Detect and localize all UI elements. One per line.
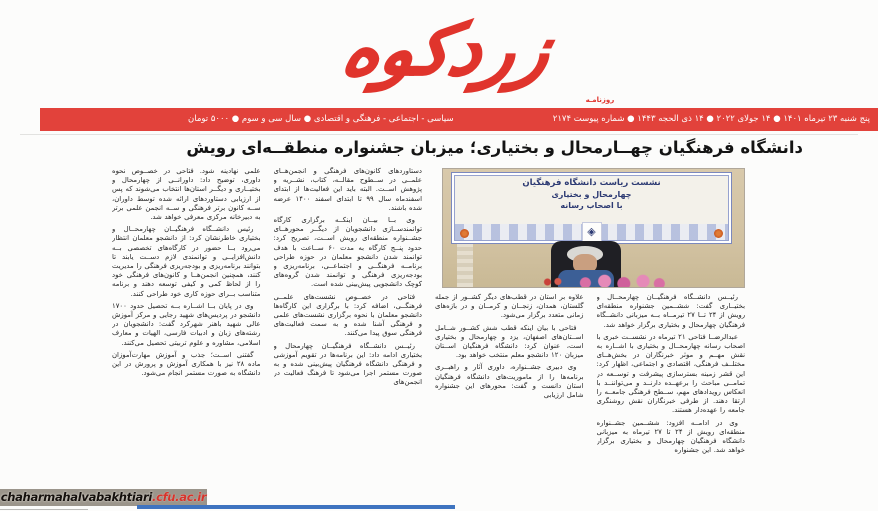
banner-line-1: نشست ریاست دانشگاه فرهنگیان	[522, 178, 661, 188]
banner-line-3: با اصحاب رسانه	[560, 201, 623, 210]
date-line: پنج شنبه ۲۳ تیرماه ۱۴۰۱ ● ۱۴ جولای ۲۰۲۲ ● ۱۴ ذی الحجه ۱۴۴۳ ● شماره پیوست ۲۱۷۴	[552, 114, 870, 124]
paragraph: وی دبیری جشــنواره، داوری آثار و راهبــری برنامه‌ها را از ماموریت‌های دانشگاه فرهنگیان استان دانست و گفت: محورهای این جشنواره شامل ارزیابی	[435, 363, 584, 400]
article-column-4	[112, 167, 261, 511]
paragraph: علمی نهادینه شود. فتاحی در خصــوص نحوه داوری، توضیح داد: داورانــی از چهارمحال و بختیــاری و دیگــر استان‌ها انتخاب می‌شوند که پس از ارزیابی دستاوردهای ارائه شده توسط داوران، ســه کانون برتر فرهنگی و ســه انجمن علمی برتر به دبیرخانه مرکزی معرفی خواهد شد.	[112, 167, 261, 222]
newspaper-logo: زردکوه	[335, 9, 559, 91]
paragraph: دستاوردهای کانون‌های فرهنگی و انجمن‌هــای علمــی در ســطوح مقالــه، کتاب، نشــریه و پژوهش اســت. البته باید این فعالیت‌ها از ابتدای اسفندماه سال ۹۹ تا ابتدای اسفند ۱۴۰۰ عرضه شده باشند.	[273, 167, 422, 212]
bottom-gray-rule	[0, 509, 88, 510]
paragraph: وی در ادامــه افزود: ششــمین جشــنواره منطقه‌ای رویش از ۲۴ تا ۲۷ تیرماه به میزبانی دانشگاه فرهنگیان چهارمحال و بختیاری برگزار خواهد شد. این جشنواره	[596, 418, 745, 455]
farhangian-university-emblem-icon: ◈	[582, 222, 602, 242]
website-url	[0, 489, 207, 506]
paragraph: علاوه بر استان در قطب‌های دیگر کشــور از جمله گلستان، همدان، زنجــان و کرمــان و در بازه‌های زمانی متعدد برگزار می‌شود.	[435, 293, 584, 320]
meeting-photo	[442, 168, 745, 288]
paragraph: رئیــس دانشــگاه فرهنگیــان چهارمحال و بختیاری ادامه داد: این برنامه‌ها در تقویم آموزشی و فرهنگی دانشگاه فرهنگیان پیش‌بینی شده و به صورت مستمر اجرا می‌شود تا فرهنگ فعالیت در انجمن‌های	[273, 341, 422, 387]
meeting-banner	[451, 172, 732, 244]
paragraph: وی بــا بیــان اینکــه برگزاری کارگاه توانمندســازی دانشجویان از دیگــر محورهــای جشــنواره منطقه‌ای رویش اســت، تصریح کرد: حدود پنــج کارگاه به مدت ۶۰ ســاعت با هدف توانمند شدن دانشجو معلمان در حوزه طراحی برنامــه فرهنگــی و اجتماعــی، برنامه‌ریزی و بودجه‌ریزی فرهنگی و توانمند شدن گروه‌های کوچک دانشجویی پیش‌بینی شده است.	[273, 216, 422, 289]
masthead	[0, 0, 878, 100]
article-column-3	[274, 167, 423, 511]
paragraph: عبدالرضــا فتاحی ۲۱ تیرماه در نشســت خبری با اصحاب رسانه چهارمحــال و بختیاری با اشــاره به نقش مهــم و موثر خبرنگاران در بخش‌هــای مختلــف فرهنگی، اقتصادی و اجتماعی، اظهار کرد: این قشر زمینه بسترسازی پیشرفت و توســعه در تمامــی مباحث را برعهــده دارنــد و می‌تواننــد با انعکاس رویدادهای مهم، ســطح فرهنگی جامعــه را ارتقا دهند. از طرفی خبرنگاران نقش روشنگری جامعه را عهده‌دار هستند.	[596, 332, 745, 415]
website-url-domain: chaharmahalvabakhtiari	[0, 490, 152, 504]
paragraph: گفتنی اســت؛ جذب و آموزش مهارت‌آموزان ماده ۲۸ نیز با همکاری آموزش و پرورش در این دانشگاه به صورت مستمر انجام می‌شود.	[112, 350, 261, 378]
red-flowers	[541, 277, 567, 287]
paragraph: فتاحی با بیان اینکه قطب شش کشــور شــامل اســتان‌های اصفهان، یزد و چهارمحال و بختیاری است، عنوان کرد: دانشگاه فرهنگیان اســتان میزبان ۱۲۰ دانشجو معلم منتخب خواهد بود.	[435, 323, 584, 360]
paragraph: رئیس دانشــگاه فرهنگیــان چهارمحــال و بختیاری خاطرنشان کرد: از دانشجو معلمان انتظار می‌رود بــا حضور در کارگاه‌های تخصصی بــه دانش‌افزایــی و توانمندی لازم دســت یابند تا بتوانند برنامه‌ریزی و بودجه‌ریزی فرهنگی را مدیریت کنند، همچنین انجمن‌هــا و کانون‌های فرهنگی خود را از لحاظ کمی و کیفی توسعه دهند و برنامه متناسب بــرای حوزه کاری خود طراحی کنند.	[112, 225, 261, 298]
article-body	[112, 167, 745, 511]
newspaper-logo-subtitle: روزنامـه	[585, 96, 615, 104]
bottom-rule	[137, 505, 455, 509]
banner-rosette-icon	[714, 229, 723, 238]
pink-flowers	[571, 274, 667, 288]
date-bar	[40, 108, 878, 131]
website-url-suffix: .cfu.ac.ir	[152, 490, 207, 504]
masthead-divider	[20, 134, 858, 135]
banner-line-2: چهارمحال و بختیاری	[551, 190, 632, 199]
main-headline: دانشگاه فرهنگیان چهــارمحال و بختیاری؛ میزبان جشنواره منطقــه‌ای رویش	[186, 138, 803, 157]
edition-line: سیاسی - اجتماعی - فرهنگی و اقتصادی ● سال سی و سوم ● ۵۰۰۰ تومان	[188, 114, 454, 124]
paragraph: فتاحی در خصــوص نشست‌های علمــی فرهنگــی، اضافه کرد: با برگزاری این کارگاه‌ها دانشجو معلمان با نحوه برگزاری نشست‌های علمی و فرهنگی آشنا شده و به سمت فعالیت‌های فرهنگی سوق پیدا می‌کنند.	[273, 292, 422, 338]
paragraph: وی در پایان بــا اشــاره بــه تحصیل حدود ۱۷۰۰ دانشجو در پردیس‌های شهید رجایی و مرکز آموزش عالی شهید باهنر شهرکرد گفت: دانشجویان در رشته‌های زبان و ادبیات فارسی، الهیات و معارف اسلامی، مشاوره و علوم تربیتی تحصیل می‌کنند.	[112, 301, 261, 347]
paragraph: رئیــس دانشــگاه فرهنگیــان چهارمحــال و بختیــاری گفت: ششــمین جشنواره منطقه‌ای رویش از ۲۴ تــا ۲۷ تیرمــاه بــه میزبانی دانشــگاه فرهنگیان چهارمحال و بختیاری برگزار خواهد شد.	[596, 293, 745, 329]
banner-rosette-icon	[460, 229, 469, 238]
